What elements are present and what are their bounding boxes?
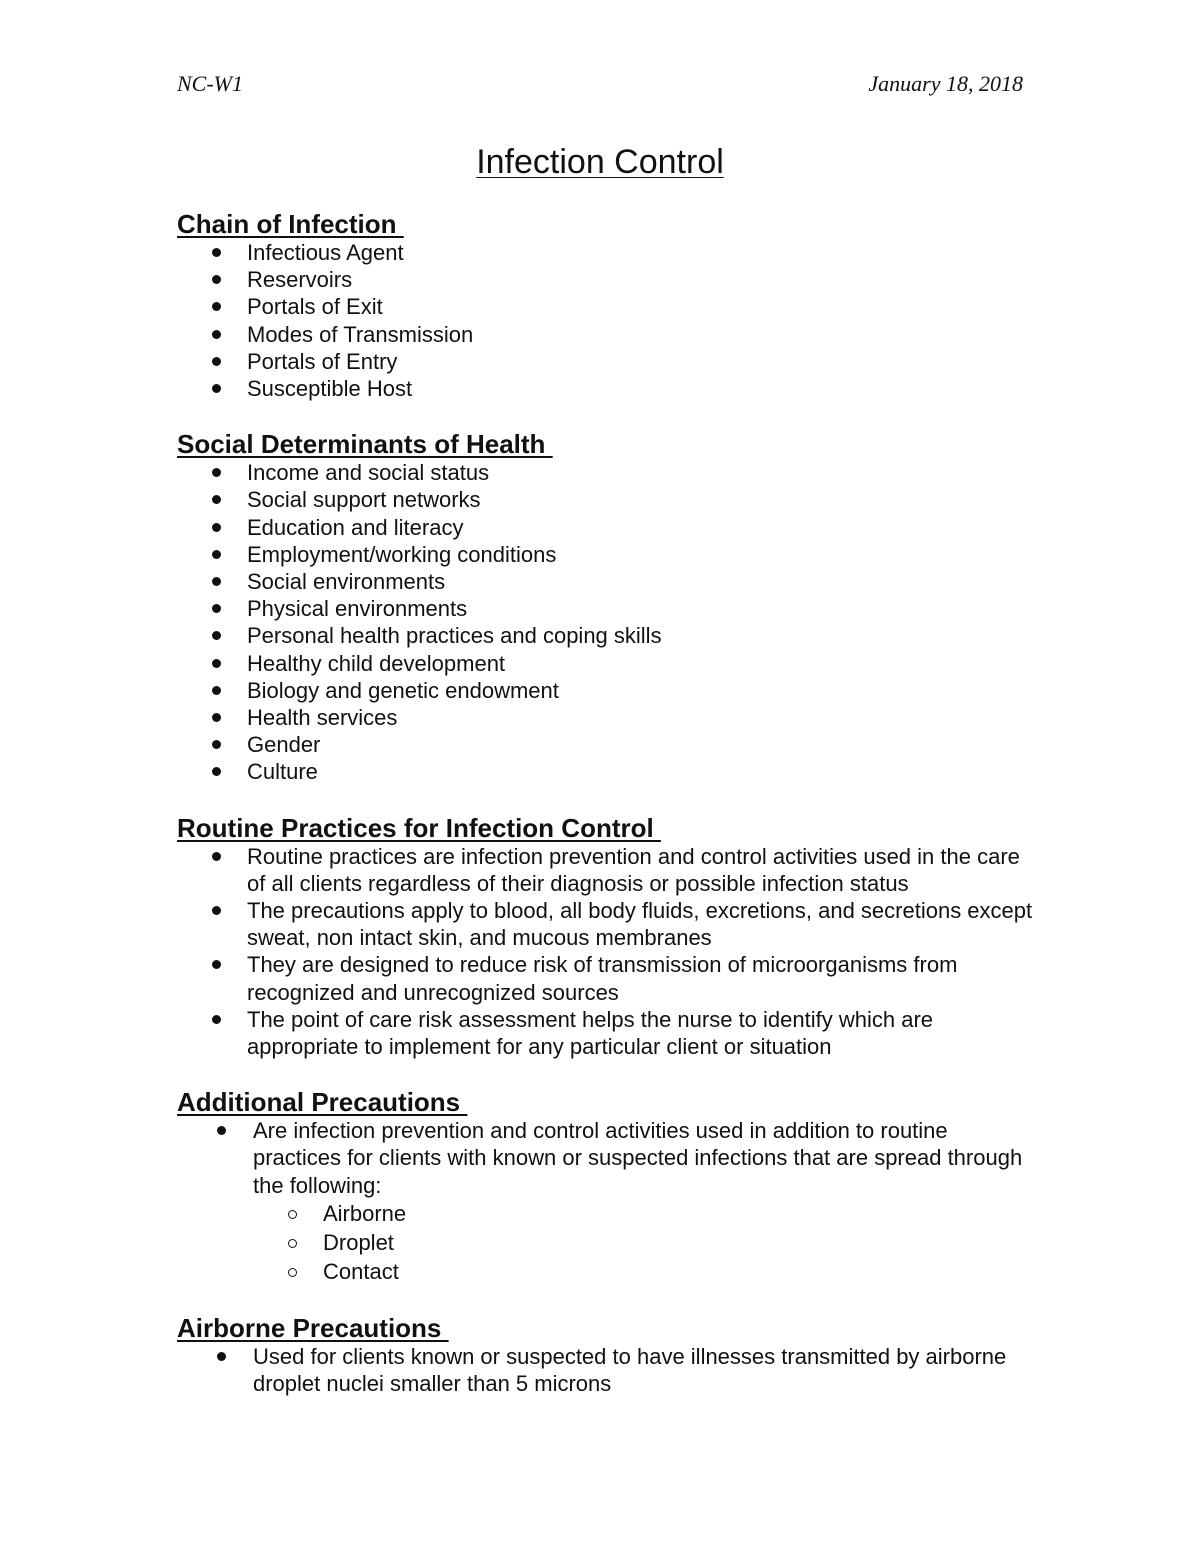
bullet-icon [212,767,221,776]
sublist-item: Contact [177,1257,1037,1286]
list-airborne-precautions [177,1343,1037,1397]
bullet-icon [217,1352,226,1361]
list-item: Portals of Entry [177,348,1037,375]
list-item: They are designed to reduce risk of transmission of microorganisms from recognized and unrecognized sources [177,951,1037,1005]
circle-bullet-icon [288,1239,297,1248]
page-title: Infection Control [476,143,724,181]
heading-routine-practices: Routine Practices for Infection Control [177,812,661,843]
list-item: Healthy child development [177,650,1037,677]
sublist-item: Droplet [177,1228,1037,1257]
bullet-icon [212,960,221,969]
bullet-icon [212,357,221,366]
circle-bullet-icon [288,1210,297,1219]
list-item: Culture [177,758,1037,785]
bullet-icon [212,852,221,861]
list-social-determinants [177,459,1037,785]
list-additional-precautions [177,1117,1037,1199]
list-item: Routine practices are infection prevention and control activities used in the care of all clients regardless of their diagnosis or possible infection status [177,843,1037,897]
list-item: The precautions apply to blood, all body fluids, excretions, and secretions except sweat, non intact skin, and mucous membranes [177,897,1037,951]
list-item: Employment/working conditions [177,541,1037,568]
bullet-icon [212,686,221,695]
bullet-icon [212,384,221,393]
header-date: January 18, 2018 [868,71,1023,96]
bullet-icon [212,248,221,257]
sublist-precaution-types [177,1199,1037,1286]
list-item: Modes of Transmission [177,321,1037,348]
bullet-icon [212,740,221,749]
bullet-icon [212,577,221,586]
document-body [177,209,1037,1397]
bullet-icon [212,302,221,311]
bullet-icon [212,330,221,339]
list-item: Portals of Exit [177,293,1037,320]
bullet-icon [212,713,221,722]
heading-social-determinants: Social Determinants of Health [177,429,553,460]
bullet-icon [212,906,221,915]
heading-airborne-precautions: Airborne Precautions [177,1312,449,1343]
list-item: Physical environments [177,595,1037,622]
bullet-icon [212,275,221,284]
list-item: Susceptible Host [177,375,1037,402]
bullet-icon [212,495,221,504]
circle-bullet-icon [288,1268,297,1277]
list-item: Personal health practices and coping skills [177,622,1037,649]
list-item: Biology and genetic endowment [177,677,1037,704]
list-item: Education and literacy [177,514,1037,541]
list-item: The point of care risk assessment helps the nurse to identify which are appropriate to implement for any particular client or situation [177,1006,1037,1060]
list-item: Social support networks [177,486,1037,513]
list-chain-of-infection [177,239,1037,402]
list-item: Gender [177,731,1037,758]
bullet-icon [212,550,221,559]
bullet-icon [217,1126,226,1135]
list-routine-practices [177,843,1037,1061]
bullet-icon [212,1015,221,1024]
list-item: Used for clients known or suspected to have illnesses transmitted by airborne droplet nuclei smaller than 5 microns [177,1343,1037,1397]
sublist-item: Airborne [177,1199,1037,1228]
list-item: Are infection prevention and control activities used in addition to routine practices for clients with known or suspected infections that are spread through the following: [177,1117,1037,1199]
bullet-icon [212,659,221,668]
heading-additional-precautions: Additional Precautions [177,1087,468,1118]
heading-chain-of-infection: Chain of Infection [177,209,404,239]
bullet-icon [212,604,221,613]
bullet-icon [212,468,221,477]
bullet-icon [212,631,221,640]
header-course-code: NC-W1 [177,71,243,96]
list-item: Infectious Agent [177,239,1037,266]
list-item: Social environments [177,568,1037,595]
bullet-icon [212,523,221,532]
list-item: Health services [177,704,1037,731]
list-item: Reservoirs [177,266,1037,293]
list-item: Income and social status [177,459,1037,486]
